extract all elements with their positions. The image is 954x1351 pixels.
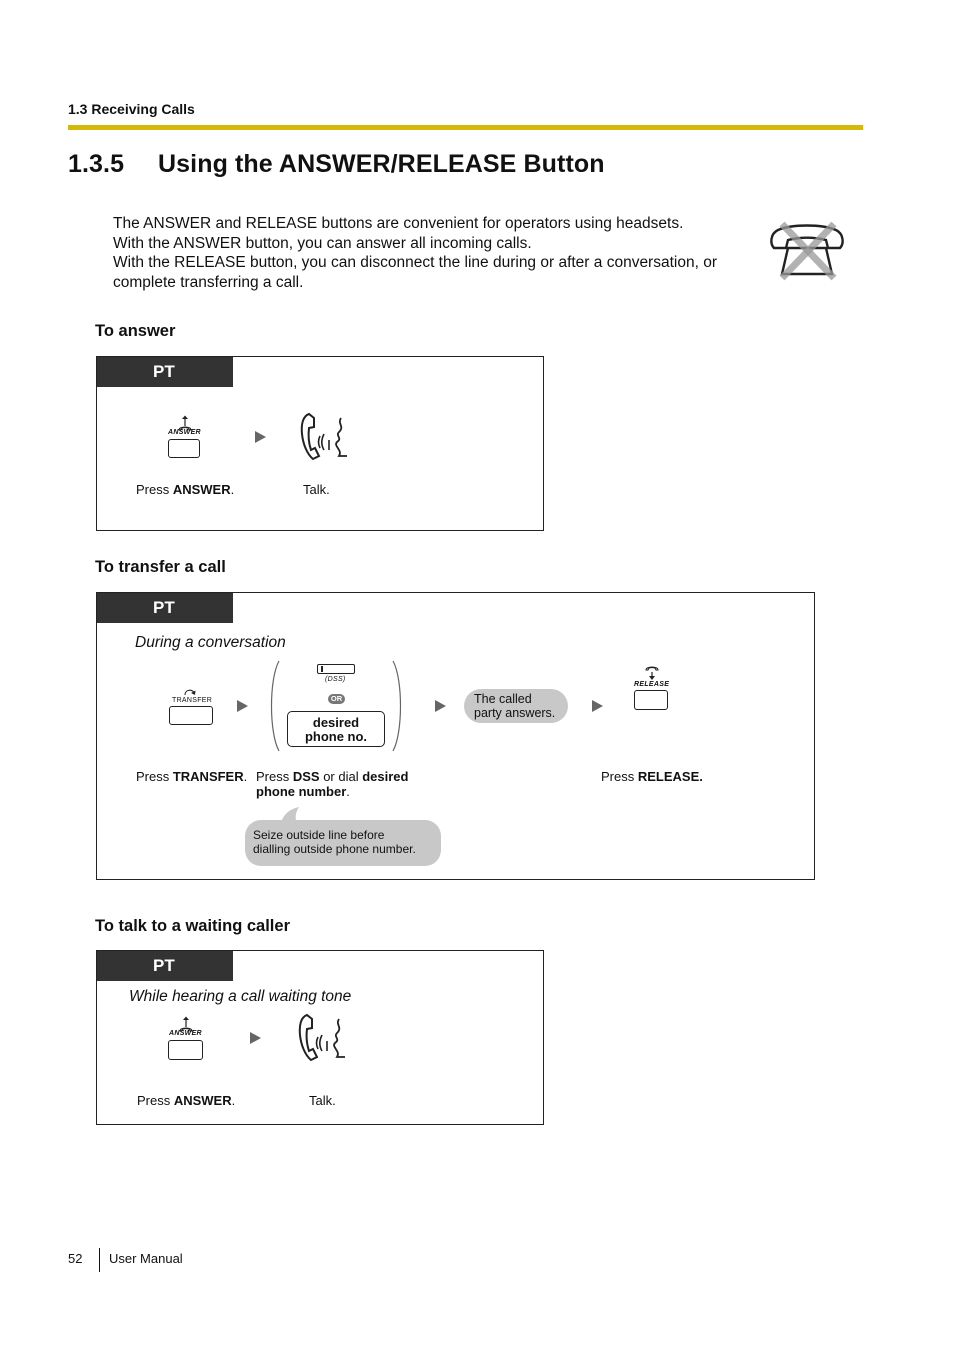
called-line: The called: [474, 692, 532, 706]
intro-line: The ANSWER and RELEASE buttons are convenient for operators using headsets.: [113, 215, 684, 232]
talk-handset-icon: [297, 1013, 349, 1063]
transfer-procedure-box: [96, 592, 815, 880]
talk-handset-icon: [299, 412, 351, 462]
condition-text: While hearing a call waiting tone: [129, 988, 352, 1005]
heading-to-answer: To answer: [95, 322, 176, 340]
or-badge: OR: [328, 694, 345, 704]
phone-no-line: phone no.: [304, 729, 368, 744]
answer-button[interactable]: [168, 439, 200, 458]
desired-phone-number-box: [287, 711, 385, 747]
release-key-label: RELEASE: [634, 681, 670, 688]
tip-line: dialling outside phone number.: [253, 841, 416, 856]
next-step-arrow: [250, 1032, 261, 1044]
next-step-arrow: [255, 431, 266, 443]
no-single-line-phone-icon: [768, 218, 846, 282]
transfer-arrow-icon: [183, 687, 197, 697]
pt-tab: PT: [97, 951, 233, 981]
heading-to-talk-waiting: To talk to a waiting caller: [95, 917, 290, 935]
waiting-procedure-box: [96, 950, 544, 1125]
talk-caption: Talk.: [309, 1093, 336, 1108]
press-transfer-caption: Press TRANSFER.: [136, 769, 248, 784]
intro-line: With the RELEASE button, you can disconnect the line during or after a conversation, or complete transferring a call.: [113, 254, 717, 291]
answer-key-label: ANSWER: [169, 1030, 202, 1037]
press-answer-caption: Press ANSWER.: [137, 1093, 236, 1108]
dss-button[interactable]: [317, 664, 355, 674]
next-step-arrow: [435, 700, 446, 712]
condition-text: During a conversation: [135, 634, 286, 651]
tip-line: Seize outside line before: [253, 828, 385, 842]
heading-to-transfer: To transfer a call: [95, 558, 226, 576]
handset-down-icon: [644, 665, 660, 681]
answer-button[interactable]: [168, 1040, 203, 1060]
desired-line: desired: [312, 715, 360, 730]
press-release-caption: Press RELEASE.: [601, 769, 703, 784]
footer-divider: [99, 1248, 100, 1272]
pt-tab: PT: [97, 357, 233, 387]
press-dss-caption: Press DSS or dial desired phone number.: [256, 769, 409, 799]
page-title: [68, 150, 605, 179]
intro-text: [113, 214, 753, 292]
transfer-button[interactable]: [169, 706, 213, 725]
next-step-arrow: [237, 700, 248, 712]
answer-procedure-box: [96, 356, 544, 531]
answer-key-label: ANSWER: [168, 429, 201, 436]
outside-line-tip-bubble: [245, 820, 441, 866]
press-answer-caption: Press ANSWER.: [136, 482, 235, 497]
pt-tab: PT: [97, 593, 233, 623]
release-button[interactable]: [634, 690, 668, 710]
dss-label: (DSS): [325, 676, 346, 683]
intro-line: With the ANSWER button, you can answer all incoming calls.: [113, 234, 532, 252]
title-text: Using the ANSWER/RELEASE Button: [158, 150, 605, 178]
transfer-key-label: TRANSFER: [172, 697, 213, 704]
talk-caption: Talk.: [303, 482, 330, 497]
header-rule: [68, 125, 863, 130]
footer-label: User Manual: [109, 1251, 183, 1266]
party-answers-line: party answers.: [474, 705, 556, 720]
page-number: 52: [68, 1251, 83, 1266]
section-label: 1.3 Receiving Calls: [68, 101, 195, 117]
title-number: 1.3.5: [68, 150, 125, 178]
called-party-answers-bubble: [464, 689, 568, 723]
next-step-arrow: [592, 700, 603, 712]
